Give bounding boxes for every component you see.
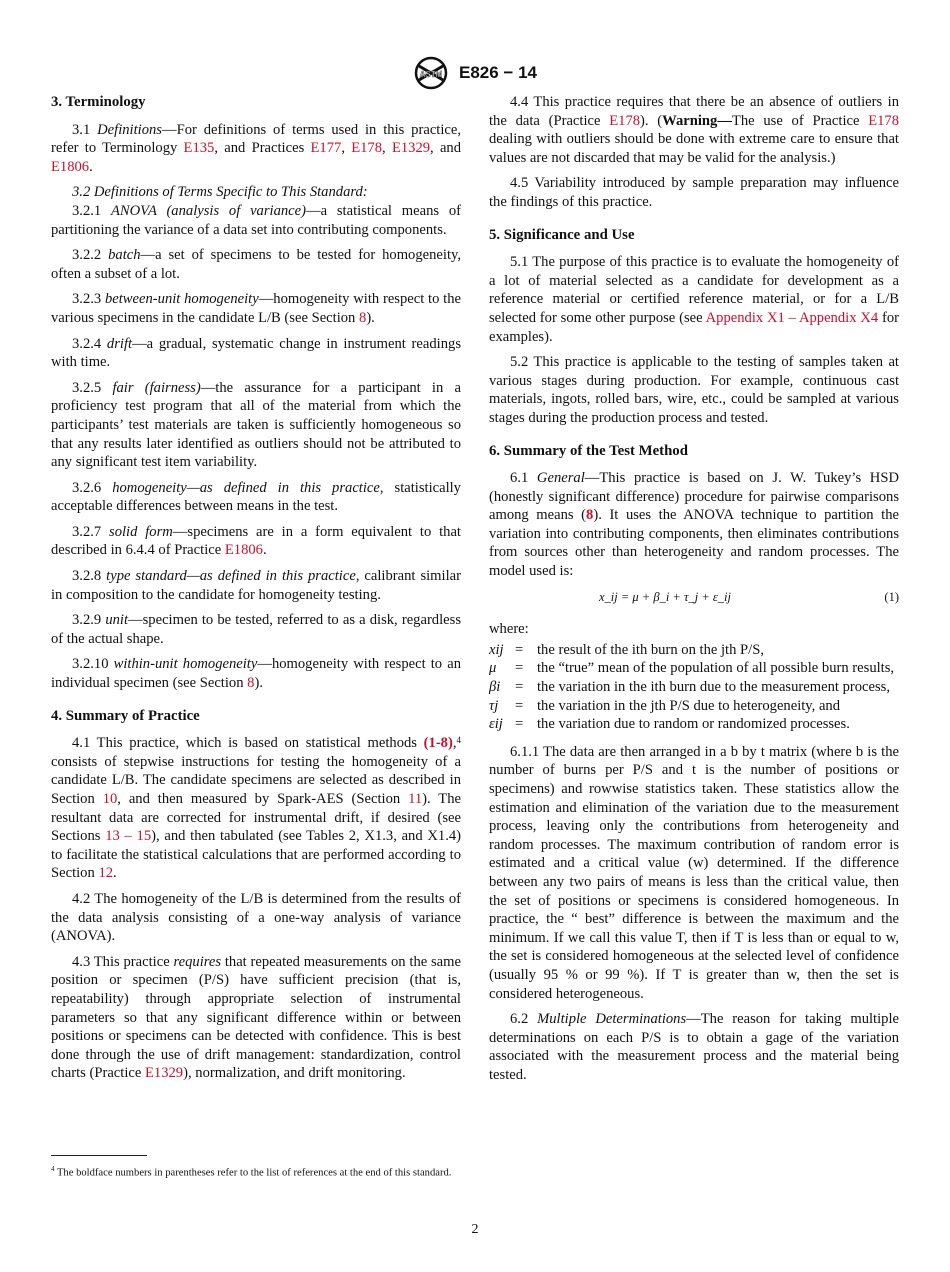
- footnote-marker[interactable]: 4: [456, 735, 461, 746]
- link-e1329[interactable]: E1329: [391, 140, 431, 157]
- paragraph-3-2-6: 3.2.6 homogeneity—as defined in this practice, statistically acceptable differences between means in the test.: [51, 479, 461, 515]
- link-e1329[interactable]: E1329: [145, 1065, 184, 1082]
- section-4-title: 4. Summary of Practice: [51, 707, 200, 724]
- paragraph-3-1: 3.1 Definitions—For definitions of terms used in this practice, refer to Terminology E135, and Practices E177, E178, E1329, and E1806.: [51, 121, 462, 175]
- paragraph-5-1: 5.1 The purpose of this practice is to evaluate the homogeneity of a lot of material selected as a candidate for development as a reference material or certified reference material, or for a L/B selected for some other purpose (see Appendix X1 – Appendix X4 for examples).: [489, 254, 899, 345]
- link-e178[interactable]: E178: [868, 112, 900, 129]
- paragraph-3-2-5: 3.2.5 fair (fairness)—the assurance for a participant in a proficiency test program that all of the material from which the participants’ test materials are taken is sufficiently homogeneous so that any results later identified as outliers should not be attributed to any significant test item variability.: [51, 379, 462, 471]
- document-id: E826 − 14: [459, 63, 537, 82]
- paragraph-3-2: 3.2 Definitions of Terms Specific to This Standard:: [72, 184, 368, 201]
- link-section-8[interactable]: 8: [247, 675, 255, 692]
- link-e177[interactable]: E177: [310, 140, 342, 157]
- paragraph-4-1: 4.1 This practice, which is based on statistical methods (1-8),$^4$ consists of stepwise instructions for testing the homogeneity of a candidate L/B. The candidate specimens are selected as described in Section 10, and then measured by Spark-AES (Section 11). The resultant data are corrected for instrumental drift, if desired (see Sections 13 – 15), and then tabulated (see Tables 2, X1.3, and X1.4) to facilitate the statistical calculations that are performed according to Section 12.: [51, 735, 462, 882]
- variable-definitions: [489, 641, 899, 734]
- paragraph-3-2-3: 3.2.3 between-unit homogeneity—homogeneity with respect to the various specimens in the candidate L/B (see Section 8).: [51, 291, 461, 326]
- link-e178[interactable]: E178: [351, 140, 383, 157]
- paragraph-3-2-7: 3.2.7 solid form—specimens are in a form equivalent to that described in 6.4.4 of Practice E1806.: [51, 523, 461, 559]
- definition-row: βi = the variation in the ith burn due to the measurement process,: [489, 679, 890, 696]
- where-label: where:: [489, 621, 529, 638]
- section-6-title: 6. Summary of the Test Method: [489, 442, 688, 459]
- astm-logo-icon: [413, 56, 449, 90]
- link-section-11[interactable]: 11: [408, 791, 423, 807]
- paragraph-5-2: 5.2 This practice is applicable to the testing of samples taken at various stages during production. For example, continuous cast materials, ingots, rolled bars, wire, etc., could be sampled at various stages during the production process and tested.: [489, 354, 899, 426]
- paragraph-4-3: 4.3 This practice requires that repeated measurements on the same position or specimen (P/S) have sufficient precision (that is, repeatability) through appropriate selection of instrumental parameters so that any significant difference within or between positions or specimens can be detected with confidence. This is best done through the use of drift management: standardization, control charts (Practice E1329), normalization, and drift monitoring.: [51, 953, 461, 1082]
- equation-number: (1): [884, 589, 899, 604]
- link-sections-13-15[interactable]: 13 – 15: [105, 828, 152, 845]
- section-3-title: 3. Terminology: [51, 94, 146, 110]
- paragraph-4-2: 4.2 The homogeneity of the L/B is determined from the results of the data analysis consisting of a one-way analysis of variance (ANOVA).: [51, 890, 461, 945]
- paragraph-6-2: 6.2 Multiple Determinations—The reason for taking multiple determinations on each P/S is to obtain a gage of the variation associated with the measurement process and the material being tested.: [489, 1011, 899, 1083]
- definition-row: μ = the “true” mean of the population of all possible burn results,: [489, 660, 895, 677]
- paragraph-6-1-1: 6.1.1 The data are then arranged in a b by t matrix (where b is the number of burns per P/S and t is the number of positions or specimens) and rowwise statistics taken. These statistics allow the estimation and elimination of the variation due to the measurement process, leaving only the contributions from heterogeneity and random processes. The maximum contribution of random error is estimated and a critical value (w) determined. If the difference between any two pairs of means is less than the critical value, then the set of positions or specimens is considered homogeneous. In practice, the “ best” difference is between the maximum and the minimum. If we call this value T, then if T is less than or equal to w, the set is considered homogeneous at the selected level of confidence (usually 95 % or 99 %). If T is greater than w, then the set is considered heterogeneous.: [489, 743, 899, 1002]
- svg-text:ASTM: ASTM: [419, 70, 443, 79]
- link-reference-8[interactable]: 8: [586, 507, 594, 524]
- paragraph-3-2-8: 3.2.8 type standard—as defined in this practice, calibrant similar in composition to the candidate for homogeneity testing.: [51, 568, 461, 603]
- definition-row: τj = the variation in the jth P/S due to heterogeneity, and: [489, 697, 841, 714]
- paragraph-3-2-10: 3.2.10 within-unit homogeneity—homogeneity with respect to an individual specimen (see Section 8).: [51, 656, 461, 692]
- paragraph-3-2-1: 3.2.1 ANOVA (analysis of variance)—a statistical means of partitioning the variance of a data set into contributing components.: [51, 202, 462, 238]
- left-column: [51, 93, 461, 1090]
- footnote: $^4$ The boldface numbers in parentheses refer to the list of references at the end of this standard.: [51, 1165, 452, 1179]
- paragraph-3-2-4: 3.2.4 drift—a gradual, systematic change in instrument readings with time.: [51, 335, 462, 371]
- link-section-10[interactable]: 10: [102, 791, 118, 807]
- page-header: [0, 56, 950, 90]
- paragraph-4-5: 4.5 Variability introduced by sample preparation may influence the findings of this practice.: [489, 175, 899, 210]
- link-e1806[interactable]: E1806: [51, 158, 90, 175]
- definition-row: εij = the variation due to random or randomized processes.: [489, 716, 850, 733]
- link-appendix-x1-x4[interactable]: Appendix X1 – Appendix X4: [705, 309, 879, 326]
- page-number: 2: [471, 1222, 479, 1237]
- link-e135[interactable]: E135: [183, 140, 215, 157]
- equation-expression: x_ij = μ + β_i + τ_j + ε_ij: [598, 589, 731, 604]
- link-section-12[interactable]: 12: [98, 865, 114, 882]
- right-column: [489, 93, 899, 1092]
- section-5-title: 5. Significance and Use: [489, 226, 635, 243]
- footnote-divider: [51, 1155, 147, 1156]
- paragraph-3-2-9: 3.2.9 unit—specimen to be tested, referred to as a disk, regardless of the actual shape.: [51, 612, 461, 647]
- link-e1806[interactable]: E1806: [224, 542, 263, 559]
- link-references-1-8[interactable]: (1-8): [423, 735, 453, 752]
- equation-1: [489, 588, 899, 607]
- paragraph-4-4: 4.4 This practice requires that there be an absence of outliers in the data (Practice E178). (Warning—The use of Practice E178 dealing with outliers should be done with extreme care to ensure that values are not discarded that may be valid for the analysis.): [489, 94, 900, 166]
- definition-row: xij = the result of the ith burn on the jth P/S,: [489, 641, 764, 658]
- link-e178[interactable]: E178: [609, 112, 641, 129]
- paragraph-3-2-2: 3.2.2 batch—a set of specimens to be tested for homogeneity, often a subset of a lot.: [51, 247, 462, 282]
- link-section-8[interactable]: 8: [359, 309, 367, 326]
- paragraph-6-1: 6.1 General—This practice is based on J. W. Tukey’s HSD (honestly significant difference) procedure for pairwise comparisons among means (8). It uses the ANOVA technique to partition the variation into contributing components, then eliminates contributions from sources other than heterogeneity and random processes. The model used is:: [489, 470, 899, 580]
